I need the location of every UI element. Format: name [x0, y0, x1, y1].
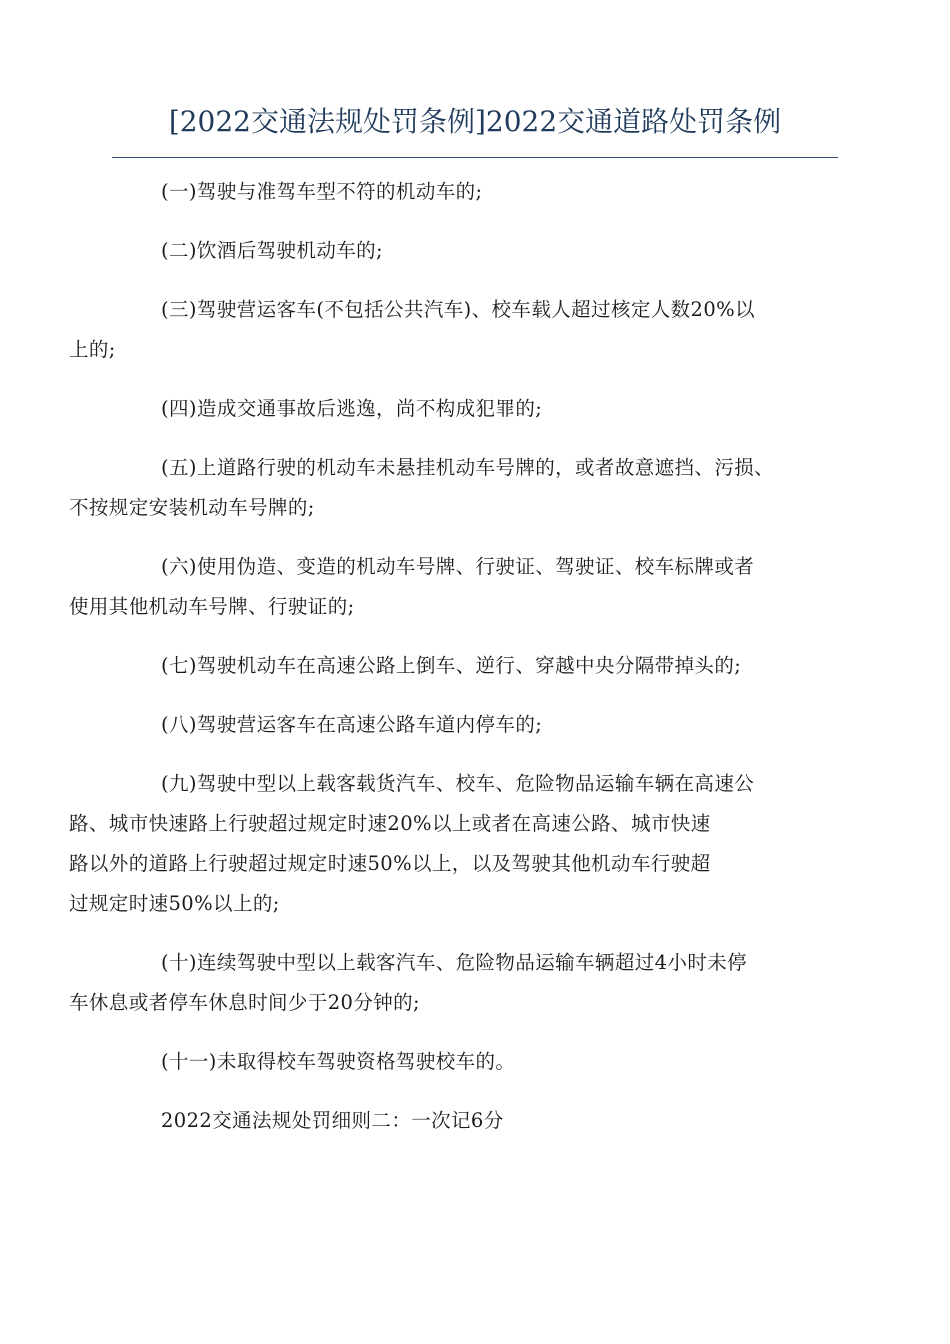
paragraph-line: (六)使用伪造、变造的机动车号牌、行驶证、驾驶证、校车标牌或者 — [161, 555, 755, 578]
paragraph-line: 2022交通法规处罚细则二：一次记6分 — [161, 1109, 504, 1132]
paragraph-line: 路以外的道路上行驶超过规定时速50%以上，以及驾驶其他机动车行驶超 — [69, 852, 711, 875]
document-body — [69, 172, 839, 1141]
paragraph-line: (九)驾驶中型以上载客载货汽车、校车、危险物品运输车辆在高速公 — [161, 772, 755, 795]
paragraph-line: (五)上道路行驶的机动车未悬挂机动车号牌的，或者故意遮挡、污损、 — [161, 456, 775, 479]
paragraph-4 — [115, 389, 839, 429]
paragraph-line: (一)驾驶与准驾车型不符的机动车的; — [161, 180, 483, 203]
paragraph-8 — [115, 705, 839, 745]
document-title: [2022交通法规处罚条例]2022交通道路处罚条例 — [168, 105, 782, 138]
paragraph-7 — [115, 646, 839, 686]
paragraph-6 — [69, 547, 839, 627]
paragraph-line: (二)饮酒后驾驶机动车的; — [161, 239, 383, 262]
paragraph-line: (三)驾驶营运客车(不包括公共汽车)、校车载人超过核定人数20%以 — [161, 298, 755, 321]
paragraph-2 — [115, 231, 839, 271]
section-heading — [115, 1101, 839, 1141]
paragraph-line: (十一)未取得校车驾驶资格驾驶校车的。 — [161, 1050, 516, 1073]
paragraph-line: (四)造成交通事故后逃逸，尚不构成犯罪的; — [161, 397, 543, 420]
paragraph-line: 车休息或者停车休息时间少于20分钟的; — [69, 991, 420, 1014]
paragraph-11 — [115, 1042, 839, 1082]
paragraph-line: 上的; — [69, 338, 116, 361]
paragraph-line: 过规定时速50%以上的; — [69, 892, 280, 915]
paragraph-line: 使用其他机动车号牌、行驶证的; — [69, 595, 355, 618]
title-divider — [112, 157, 838, 158]
paragraph-3 — [69, 290, 839, 370]
paragraph-5 — [69, 448, 839, 528]
paragraph-10 — [69, 943, 839, 1023]
paragraph-line: (八)驾驶营运客车在高速公路车道内停车的; — [161, 713, 543, 736]
paragraph-9 — [69, 764, 839, 924]
paragraph-line: (七)驾驶机动车在高速公路上倒车、逆行、穿越中央分隔带掉头的; — [161, 654, 742, 677]
paragraph-line: 路、城市快速路上行驶超过规定时速20%以上或者在高速公路、城市快速 — [69, 812, 711, 835]
paragraph-1 — [115, 172, 839, 212]
paragraph-line: (十)连续驾驶中型以上载客汽车、危险物品运输车辆超过4小时未停 — [161, 951, 748, 974]
paragraph-line: 不按规定安装机动车号牌的; — [69, 496, 315, 519]
